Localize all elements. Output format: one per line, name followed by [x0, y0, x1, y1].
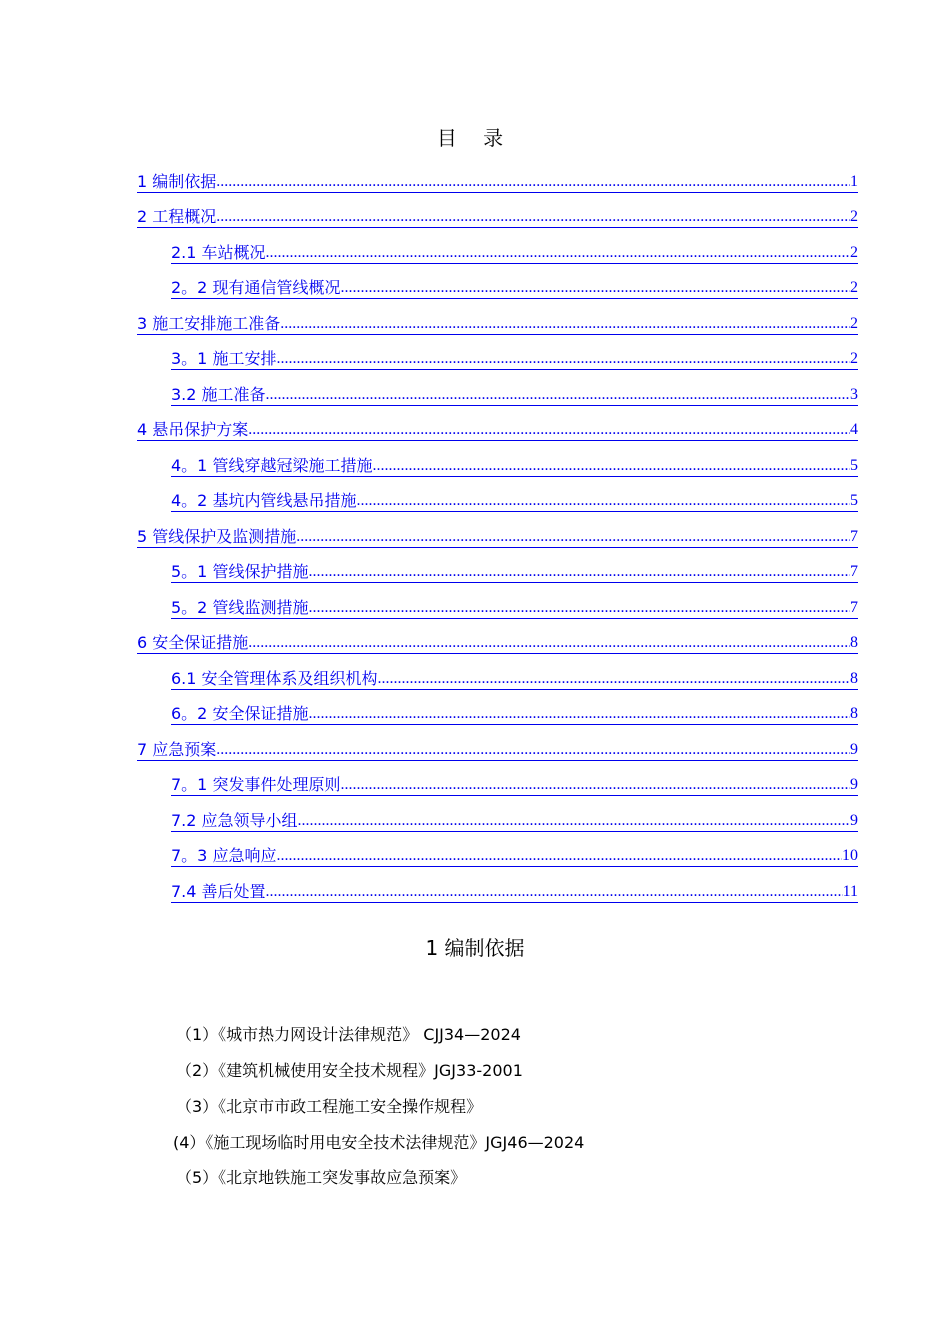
toc-entry-page: 11	[843, 882, 858, 903]
toc-leader-dots	[276, 349, 850, 370]
table-of-contents	[137, 157, 858, 903]
toc-leader-dots	[356, 491, 850, 512]
toc-entry-2-2[interactable]	[137, 264, 858, 300]
toc-leader-dots	[216, 740, 850, 761]
toc-entry-text: 6 安全保证措施	[137, 633, 249, 652]
toc-entry-5[interactable]	[137, 512, 858, 548]
toc-entry-6-2[interactable]	[137, 690, 858, 726]
reference-item: （5）《北京地铁施工突发事故应急预案》	[176, 1168, 467, 1187]
toc-entry-text: 5。2 管线监测措施	[171, 597, 309, 617]
toc-leader-dots	[308, 598, 850, 619]
toc-entry-text: 5。1 管线保护措施	[171, 562, 309, 581]
toc-entry-text: 7.2 应急领导小组	[171, 810, 298, 830]
toc-leader-dots	[308, 562, 850, 583]
toc-entry-page: 2	[850, 243, 858, 264]
toc-entry-text: 5 管线保护及监测措施	[137, 526, 297, 546]
toc-entry-7-4[interactable]	[137, 867, 858, 903]
toc-entry-page: 5	[850, 456, 858, 477]
toc-entry-page: 2	[850, 349, 858, 370]
toc-entry-page: 2	[850, 278, 858, 299]
toc-leader-dots	[248, 420, 850, 441]
toc-entry-text: 4。2 基坑内管线悬吊措施	[171, 491, 357, 510]
toc-leader-dots	[296, 527, 850, 548]
reference-item: （3）《北京市市政工程施工安全操作规程》	[176, 1097, 483, 1116]
toc-entry-text: 2。2 现有通信管线概况	[171, 278, 341, 297]
toc-leader-dots	[340, 278, 850, 299]
toc-entry-page: 2	[850, 314, 858, 335]
toc-entry-6-1[interactable]	[137, 654, 858, 690]
toc-entry-3-2[interactable]	[137, 370, 858, 406]
reference-item: （2）《建筑机械使用安全技术规程》JGJ33-2001	[176, 1061, 523, 1080]
toc-entry-page: 7	[850, 562, 858, 583]
toc-leader-dots	[308, 704, 850, 725]
toc-entry-text: 3.2 施工准备	[171, 384, 266, 404]
toc-entry-page: 9	[850, 811, 858, 832]
toc-entry-page: 1	[850, 172, 858, 193]
toc-leader-dots	[266, 243, 850, 264]
toc-title: 目 录	[436, 126, 514, 150]
toc-entry-text: 7。3 应急响应	[171, 846, 277, 865]
toc-entry-text: 3。1 施工安排	[171, 349, 277, 368]
toc-entry-page: 7	[850, 527, 858, 548]
toc-leader-dots	[372, 456, 850, 477]
section-heading: 1 编制依据	[425, 936, 525, 960]
reference-item: (4）《施工现场临时用电安全技术法律规范》JGJ46—2024	[173, 1133, 585, 1152]
toc-leader-dots	[298, 811, 850, 832]
toc-entry-page: 2	[850, 207, 858, 228]
toc-entry-5-2[interactable]	[137, 583, 858, 619]
toc-entry-2[interactable]	[137, 193, 858, 229]
toc-entry-page: 3	[850, 385, 858, 406]
toc-entry-text: 3 施工安排施工准备	[137, 313, 281, 333]
toc-entry-text: 2 工程概况	[137, 207, 217, 226]
toc-entry-text: 1 编制依据	[137, 171, 217, 191]
toc-leader-dots	[216, 207, 850, 228]
toc-entry-7-1[interactable]	[137, 761, 858, 797]
toc-entry-1[interactable]	[137, 157, 858, 193]
toc-entry-text: 2.1 车站概况	[171, 242, 266, 262]
toc-entry-page: 7	[850, 598, 858, 619]
toc-entry-page: 5	[850, 491, 858, 512]
toc-leader-dots	[266, 385, 850, 406]
toc-entry-page: 8	[850, 633, 858, 654]
toc-entry-4-2[interactable]	[137, 477, 858, 513]
toc-leader-dots	[248, 633, 850, 654]
toc-leader-dots	[276, 846, 842, 867]
toc-entry-4[interactable]	[137, 406, 858, 442]
toc-entry-7[interactable]	[137, 725, 858, 761]
toc-entry-page: 8	[850, 669, 858, 690]
toc-entry-page: 10	[842, 846, 858, 867]
toc-entry-page: 4	[850, 420, 858, 441]
toc-entry-2-1[interactable]	[137, 228, 858, 264]
reference-item: （1）《城市热力网设计法律规范》 CJJ34—2024	[176, 1025, 521, 1044]
toc-entry-page: 9	[850, 740, 858, 761]
toc-entry-4-1[interactable]	[137, 441, 858, 477]
toc-leader-dots	[378, 669, 850, 690]
toc-entry-6[interactable]	[137, 619, 858, 655]
toc-entry-3[interactable]	[137, 299, 858, 335]
toc-entry-text: 6。2 安全保证措施	[171, 704, 309, 723]
toc-entry-7-2[interactable]	[137, 796, 858, 832]
toc-entry-3-1[interactable]	[137, 335, 858, 371]
toc-entry-text: 4。1 管线穿越冠梁施工措施	[171, 455, 373, 475]
toc-leader-dots	[266, 882, 843, 903]
toc-entry-text: 7。1 突发事件处理原则	[171, 775, 341, 794]
toc-entry-page: 9	[850, 775, 858, 796]
toc-entry-5-1[interactable]	[137, 548, 858, 584]
toc-leader-dots	[216, 172, 850, 193]
toc-leader-dots	[280, 314, 850, 335]
toc-entry-text: 4 悬吊保护方案	[137, 420, 249, 439]
toc-entry-page: 8	[850, 704, 858, 725]
toc-entry-text: 6.1 安全管理体系及组织机构	[171, 668, 378, 688]
toc-entry-7-3[interactable]	[137, 832, 858, 868]
toc-entry-text: 7.4 善后处置	[171, 881, 266, 901]
toc-entry-text: 7 应急预案	[137, 739, 217, 759]
toc-leader-dots	[340, 775, 850, 796]
